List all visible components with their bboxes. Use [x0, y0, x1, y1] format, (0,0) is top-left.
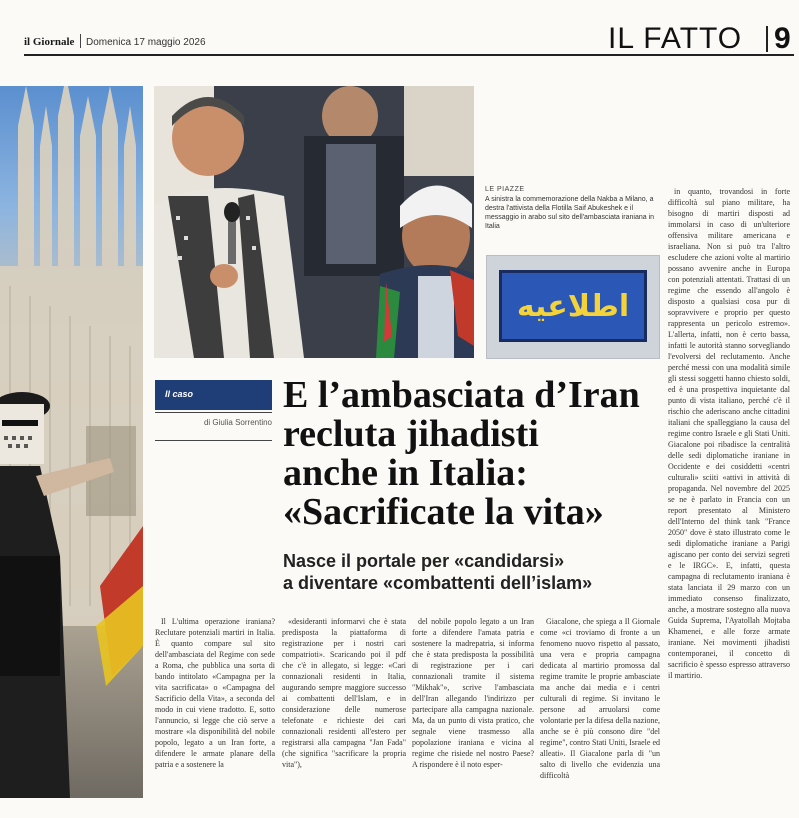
body-text: «desideranti informarvi che è stata predisposta la piattaforma di registrazione per i nostri cari compatrioti». Scaricando poi il pdf che c'è in allegato, si legge: «Cari connazionali residenti in Italia, augurando sempre maggiore successo ai combattenti dell'Islam, e in considerazione delle numerose telefonate e richieste dei cari connazionali residenti all'estero per registrarsi alla campagna "Jan Fada" (che significa "sacrificare la propria vita"),: [282, 617, 406, 769]
notice-arabic-text: اطلاعیه: [516, 288, 630, 324]
body-text: Il L'ultima operazione iraniana? Reclutare potenziali martiri in Italia. È quanto compare sul sito dell'ambasciata del Regime con sede a Roma, che pubblica una sorta di bando intitolato «Campagna per la vita sacrificata» o «Campagna del Sacrificio della Vita», a seconda del modo in cui viene tradotto. E, sotto l'annuncio, si legge che ciò serve a mostrare «la disponibilità del nobile popolo, legato a un Iran forte, a difendere le armate planare della patria e a sostenere la: [155, 617, 275, 769]
kicker-divider: [155, 412, 272, 413]
subhead-line: a diventare «combattenti dell’islam»: [283, 573, 593, 593]
embassy-notice-image: [486, 255, 660, 359]
page-number: 9: [774, 22, 791, 55]
article-headline: [283, 376, 661, 532]
body-text: in quanto, trovandosi in forte difficoltà sul piano militare, ha bisogno di martiri disposti ad immolarsi in caso di un'ulteriore offensiva militare americana e israeliana. Non si può tra l'altro escludere che azioni volte al martirio possano avvenire anche in Europa con potenziali attentati. Trattasi di un regime che essendo all'angolo è disposto a qualsiasi cosa pur di sopravvivere e proprio per questo rappresenta un pericolo estremo». L'allerta, infatti, non è certo bassa, infatti le autorità stanno sorvegliando l'evolversi del reclutamento. Anche perché messi con una modalità simile gli stessi soggetti hanno chiesto soldi, ed è una prospettiva inquietante dal punto di vista italiano, perché c'è il rischio che aderiscano anche cittadini italiani che spalleggiano la causa del regime contro Israele e gli Stati Uniti. Giacalone poi ribadisce la centralità delle sedi diplomatiche iraniane in Occidente e dei cosiddetti «centri culturali» sciiti «attivi in attività di propaganda. Nel novembre del 2025 se ne è parlato in Francia con un report presentato al Ministero dell'Interno del think tank "France 2050" dove è stato illustrato come le sedi diplomatiche iraniane a Parigi agiscano per conto dei servizi segreti e le IRGC». E, infatti, questa campagna di reclutamento iraniana è stata lanciata il 29 marzo con un immediato consenso finalizzato, anche, a mostrare sostegno alla nuova Guida Suprema, l'Ayatollah Mojtaba Khamenei, e alle forze armate iraniane. Nei movimenti jihadisti contemporanei, il concetto di sacrificio è spesso espresso attraverso il martirio.: [668, 187, 790, 680]
rally-photo: [154, 86, 474, 358]
headline-line: recluta jihadisti: [283, 413, 539, 455]
headline-line: anche in Italia:: [283, 452, 528, 494]
body-column-3: [412, 616, 534, 800]
subhead-line: Nasce il portale per «candidarsi»: [283, 551, 565, 571]
section-kicker-box: [155, 380, 272, 410]
page-header: [24, 22, 794, 56]
body-column-5: [668, 186, 790, 800]
header-divider: [766, 26, 768, 52]
body-text: del nobile popolo legato a un Iran forte a difendere l'amata patria e sostenere la madrepatria, si informa che è stata predisposta la possibilità di registrazione per i cari connazionali tramite il sistema "Mikhak"», scrive l'ambasciata dell'Iran allegando l'indirizzo per partecipare alla campagna nazionale. Ma, da un punto di vista pratico, che segnale viene trasmesso alla popolazione iraniana e vicina al regime che risiede nel nostro Paese? A rispondere è il noto esper-: [412, 617, 534, 769]
headline-line: E l’ambasciata d’Iran: [283, 374, 640, 416]
headline-line: «Sacrificate la vita»: [283, 491, 604, 533]
newspaper-name: il Giornale: [24, 36, 75, 48]
body-text: Giacalone, che spiega a Il Giornale come «ci troviamo di fronte a un fenomeno nuovo rispetto al passato, una vera e propria campagna dedicata al martirio promossa dal regime tramite le proprie ambasciate ma anche dai media e i centri culturali di regime. Si invitano le persone ad arruolarsi come volontarie per la difesa della nazione, anche se è più consono dire "del regime", contro Stati Uniti, Israele ed alleati». Il Giacalone parla di "un salto di livello che evidenzia una difficoltà: [540, 617, 660, 780]
photo-caption: A sinistra la commemorazione della Nakba a Milano, a destra l'attivista della Flotilla Saif Abukeshek e il messaggio in arabo sul sito dell'ambasciata iraniana in Italia: [485, 196, 655, 230]
body-column-2: [282, 616, 406, 800]
header-divider: [80, 34, 81, 48]
section-kicker-label: Il caso: [165, 389, 194, 399]
cathedral-protest-photo: [0, 86, 143, 798]
section-title: IL FATTO: [608, 22, 743, 55]
caption-kicker: LE PIAZZE: [485, 186, 525, 193]
article-subheadline: [283, 550, 661, 594]
author-byline: di Giulia Sorrentino: [203, 418, 272, 427]
notice-banner: [499, 270, 647, 342]
byline-divider: [155, 440, 272, 441]
body-column-1: [155, 616, 275, 800]
body-column-4: [540, 616, 660, 800]
issue-date: Domenica 17 maggio 2026: [86, 37, 206, 48]
